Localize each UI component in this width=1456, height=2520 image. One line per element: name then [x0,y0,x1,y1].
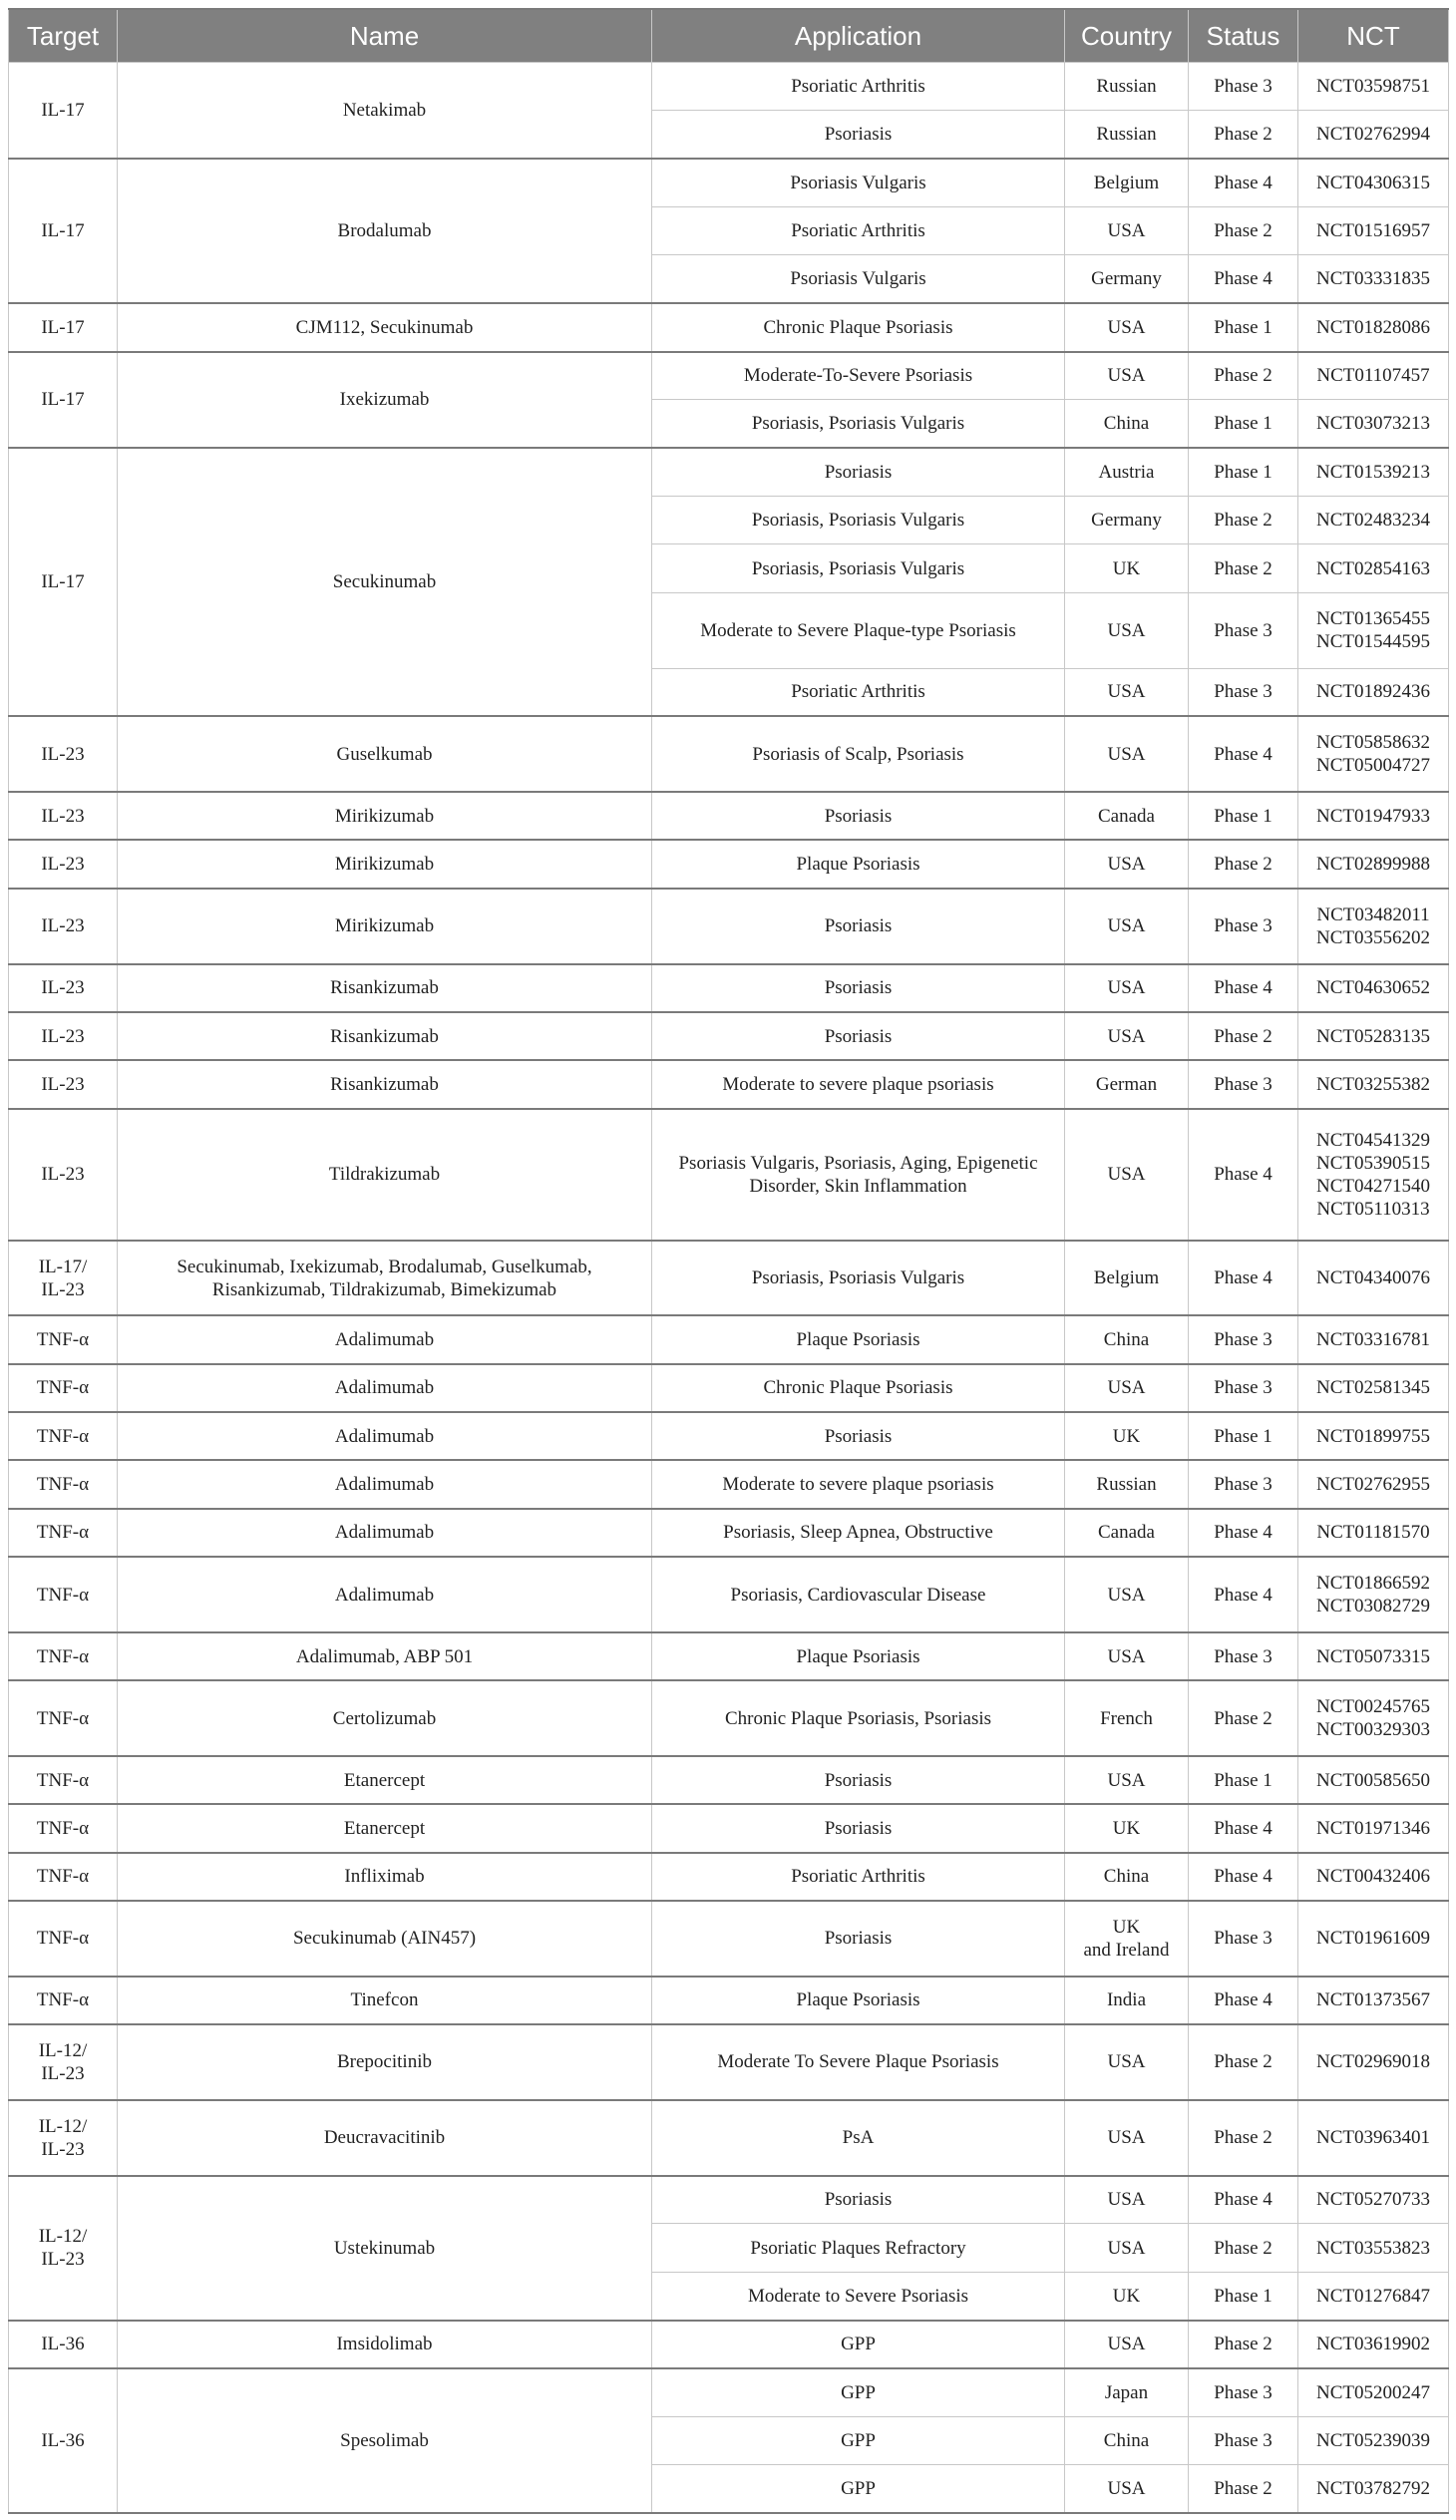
cell-name: Adalimumab [118,1364,652,1412]
table-row [9,448,1449,496]
cell-country: USA [1065,1012,1189,1060]
table-row [9,889,1449,964]
cell-nct: NCT05283135 [1298,1012,1449,1060]
table-row [9,2368,1449,2416]
cell-status: Phase 3 [1189,1632,1298,1680]
cell-name: Adalimumab [118,1557,652,1632]
cell-target: TNF-α [9,1901,118,1977]
table-row [9,1804,1449,1852]
cell-status: Phase 2 [1189,840,1298,888]
cell-nct: NCT01947933 [1298,792,1449,840]
cell-country: USA [1065,889,1189,964]
cell-nct: NCT01892436 [1298,668,1449,716]
cell-country: USA [1065,2024,1189,2100]
table-row [9,1315,1449,1363]
cell-target: IL-17/ IL-23 [9,1241,118,1316]
table-row [9,1680,1449,1756]
cell-application: Moderate to severe plaque psoriasis [652,1460,1065,1508]
cell-target: TNF-α [9,1557,118,1632]
cell-nct: NCT02854163 [1298,544,1449,592]
cell-status: Phase 2 [1189,2224,1298,2272]
cell-nct: NCT03553823 [1298,2224,1449,2272]
cell-application: GPP [652,2368,1065,2416]
cell-nct: NCT01276847 [1298,2272,1449,2320]
cell-application: Moderate to Severe Psoriasis [652,2272,1065,2320]
cell-application: Psoriasis, Psoriasis Vulgaris [652,1241,1065,1316]
cell-target: TNF-α [9,1977,118,2024]
cell-application: Psoriatic Arthritis [652,63,1065,111]
cell-country: USA [1065,303,1189,351]
cell-application: Psoriatic Plaques Refractory [652,2224,1065,2272]
cell-application: Psoriasis [652,1012,1065,1060]
cell-name: Tildrakizumab [118,1109,652,1241]
cell-nct: NCT02581345 [1298,1364,1449,1412]
cell-application: Psoriasis [652,792,1065,840]
cell-application: Psoriasis [652,964,1065,1012]
cell-nct: NCT04306315 [1298,159,1449,206]
cell-application: Plaque Psoriasis [652,1315,1065,1363]
cell-status: Phase 1 [1189,1756,1298,1804]
cell-name: Deucravacitinib [118,2100,652,2176]
cell-target: TNF-α [9,1804,118,1852]
cell-nct: NCT04541329 NCT05390515 NCT04271540 NCT05110313 [1298,1109,1449,1241]
cell-country: USA [1065,2224,1189,2272]
cell-country: Canada [1065,792,1189,840]
cell-status: Phase 3 [1189,2368,1298,2416]
cell-application: Moderate-To-Severe Psoriasis [652,352,1065,400]
cell-nct: NCT03782792 [1298,2465,1449,2513]
cell-target: IL-17 [9,63,118,160]
cell-application: Chronic Plaque Psoriasis [652,303,1065,351]
cell-status: Phase 2 [1189,1680,1298,1756]
cell-nct: NCT01866592 NCT03082729 [1298,1557,1449,1632]
table-row [9,2024,1449,2100]
table-row [9,1012,1449,1060]
table-row [9,1109,1449,1241]
cell-status: Phase 2 [1189,207,1298,255]
cell-status: Phase 1 [1189,400,1298,448]
cell-status: Phase 4 [1189,1977,1298,2024]
cell-application: Psoriatic Arthritis [652,1853,1065,1901]
cell-application: Psoriasis [652,1804,1065,1852]
cell-application: Chronic Plaque Psoriasis [652,1364,1065,1412]
cell-country: USA [1065,716,1189,792]
header-target: Target [9,9,118,63]
cell-target: IL-12/ IL-23 [9,2176,118,2321]
table-row [9,303,1449,351]
cell-nct: NCT05200247 [1298,2368,1449,2416]
header-nct: NCT [1298,9,1449,63]
cell-nct: NCT04340076 [1298,1241,1449,1316]
cell-country: India [1065,1977,1189,2024]
cell-status: Phase 2 [1189,544,1298,592]
cell-status: Phase 3 [1189,592,1298,668]
cell-country: USA [1065,964,1189,1012]
cell-country: Russian [1065,1460,1189,1508]
table-row [9,1241,1449,1316]
cell-status: Phase 2 [1189,2321,1298,2368]
cell-nct: NCT03316781 [1298,1315,1449,1363]
cell-target: IL-23 [9,964,118,1012]
cell-target: TNF-α [9,1632,118,1680]
table-row [9,352,1449,400]
table-row [9,716,1449,792]
cell-application: Psoriasis, Sleep Apnea, Obstructive [652,1509,1065,1557]
cell-country: Canada [1065,1509,1189,1557]
cell-application: Psoriasis, Cardiovascular Disease [652,1557,1065,1632]
trials-table [8,8,1449,2514]
cell-status: Phase 1 [1189,1412,1298,1460]
cell-country: USA [1065,2321,1189,2368]
cell-name: Mirikizumab [118,792,652,840]
cell-target: TNF-α [9,1412,118,1460]
cell-country: UK and Ireland [1065,1901,1189,1977]
cell-country: USA [1065,207,1189,255]
cell-nct: NCT03963401 [1298,2100,1449,2176]
cell-nct: NCT02762994 [1298,111,1449,159]
table-row [9,2176,1449,2224]
cell-status: Phase 4 [1189,1241,1298,1316]
cell-nct: NCT01107457 [1298,352,1449,400]
cell-country: USA [1065,1557,1189,1632]
cell-target: IL-23 [9,840,118,888]
table-row [9,964,1449,1012]
cell-application: Psoriasis [652,2176,1065,2224]
cell-nct: NCT00585650 [1298,1756,1449,1804]
table-row [9,1977,1449,2024]
cell-name: Mirikizumab [118,889,652,964]
cell-country: USA [1065,2465,1189,2513]
cell-application: GPP [652,2416,1065,2464]
cell-name: Spesolimab [118,2368,652,2513]
cell-status: Phase 1 [1189,448,1298,496]
cell-nct: NCT01971346 [1298,1804,1449,1852]
cell-nct: NCT04630652 [1298,964,1449,1012]
cell-application: Psoriasis, Psoriasis Vulgaris [652,497,1065,544]
header-country: Country [1065,9,1189,63]
cell-name: Netakimab [118,63,652,160]
cell-nct: NCT01373567 [1298,1977,1449,2024]
cell-country: Belgium [1065,1241,1189,1316]
cell-status: Phase 2 [1189,497,1298,544]
cell-application: Chronic Plaque Psoriasis, Psoriasis [652,1680,1065,1756]
cell-name: Brodalumab [118,159,652,303]
cell-name: Adalimumab [118,1460,652,1508]
cell-name: Secukinumab (AIN457) [118,1901,652,1977]
table-row [9,1412,1449,1460]
cell-country: Austria [1065,448,1189,496]
table-row [9,1632,1449,1680]
cell-country: Russian [1065,63,1189,111]
table-row [9,1557,1449,1632]
cell-target: IL-23 [9,1012,118,1060]
header-application: Application [652,9,1065,63]
cell-nct: NCT02483234 [1298,497,1449,544]
cell-nct: NCT01961609 [1298,1901,1449,1977]
cell-target: IL-17 [9,159,118,303]
cell-application: Psoriasis [652,111,1065,159]
cell-name: Etanercept [118,1804,652,1852]
cell-status: Phase 2 [1189,111,1298,159]
cell-country: China [1065,1315,1189,1363]
cell-status: Phase 4 [1189,1557,1298,1632]
cell-country: UK [1065,2272,1189,2320]
cell-nct: NCT01516957 [1298,207,1449,255]
cell-name: Adalimumab [118,1412,652,1460]
cell-status: Phase 3 [1189,1364,1298,1412]
cell-target: TNF-α [9,1509,118,1557]
cell-country: USA [1065,840,1189,888]
cell-country: USA [1065,2100,1189,2176]
cell-application: Moderate To Severe Plaque Psoriasis [652,2024,1065,2100]
header-row [9,9,1449,63]
cell-name: Risankizumab [118,964,652,1012]
cell-application: Psoriasis [652,889,1065,964]
table-row [9,1853,1449,1901]
cell-application: Psoriasis of Scalp, Psoriasis [652,716,1065,792]
cell-application: Psoriatic Arthritis [652,668,1065,716]
cell-status: Phase 1 [1189,792,1298,840]
cell-status: Phase 4 [1189,1804,1298,1852]
cell-status: Phase 3 [1189,2416,1298,2464]
table-row [9,1756,1449,1804]
cell-target: IL-23 [9,1109,118,1241]
cell-name: Tinefcon [118,1977,652,2024]
cell-country: French [1065,1680,1189,1756]
cell-application: Psoriasis [652,1412,1065,1460]
table-row [9,1364,1449,1412]
cell-target: IL-17 [9,303,118,351]
cell-status: Phase 4 [1189,964,1298,1012]
table-row [9,63,1449,111]
cell-target: TNF-α [9,1756,118,1804]
header-status: Status [1189,9,1298,63]
cell-nct: NCT03482011 NCT03556202 [1298,889,1449,964]
table-row [9,1060,1449,1108]
cell-name: Ustekinumab [118,2176,652,2321]
cell-status: Phase 1 [1189,2272,1298,2320]
cell-target: IL-36 [9,2368,118,2513]
table-row [9,2100,1449,2176]
cell-country: German [1065,1060,1189,1108]
cell-name: Ixekizumab [118,352,652,449]
cell-application: Plaque Psoriasis [652,1632,1065,1680]
cell-country: USA [1065,1756,1189,1804]
cell-name: CJM112, Secukinumab [118,303,652,351]
cell-country: Belgium [1065,159,1189,206]
cell-country: Germany [1065,497,1189,544]
cell-country: UK [1065,1412,1189,1460]
cell-target: IL-23 [9,792,118,840]
cell-target: IL-17 [9,352,118,449]
cell-target: IL-23 [9,1060,118,1108]
cell-nct: NCT02762955 [1298,1460,1449,1508]
cell-country: China [1065,400,1189,448]
cell-nct: NCT01539213 [1298,448,1449,496]
cell-target: IL-12/ IL-23 [9,2100,118,2176]
cell-status: Phase 1 [1189,303,1298,351]
cell-target: IL-12/ IL-23 [9,2024,118,2100]
cell-application: Moderate to severe plaque psoriasis [652,1060,1065,1108]
cell-status: Phase 2 [1189,352,1298,400]
cell-name: Brepocitinib [118,2024,652,2100]
table-row [9,792,1449,840]
cell-status: Phase 4 [1189,2176,1298,2224]
cell-target: TNF-α [9,1680,118,1756]
cell-country: China [1065,2416,1189,2464]
cell-name: Risankizumab [118,1060,652,1108]
cell-application: Psoriasis [652,1756,1065,1804]
cell-status: Phase 4 [1189,255,1298,303]
cell-status: Phase 3 [1189,1060,1298,1108]
cell-status: Phase 3 [1189,668,1298,716]
cell-nct: NCT02969018 [1298,2024,1449,2100]
cell-application: Psoriatic Arthritis [652,207,1065,255]
cell-status: Phase 3 [1189,1460,1298,1508]
trials-table-container [8,8,1448,2514]
cell-country: USA [1065,352,1189,400]
table-row [9,840,1449,888]
cell-application: Psoriasis, Psoriasis Vulgaris [652,544,1065,592]
cell-application: Plaque Psoriasis [652,1977,1065,2024]
cell-application: Psoriasis [652,448,1065,496]
cell-application: GPP [652,2321,1065,2368]
cell-country: USA [1065,668,1189,716]
cell-nct: NCT00432406 [1298,1853,1449,1901]
cell-status: Phase 2 [1189,2465,1298,2513]
cell-name: Risankizumab [118,1012,652,1060]
cell-application: GPP [652,2465,1065,2513]
cell-nct: NCT05270733 [1298,2176,1449,2224]
cell-status: Phase 4 [1189,716,1298,792]
cell-country: Germany [1065,255,1189,303]
cell-target: IL-23 [9,889,118,964]
cell-nct: NCT01899755 [1298,1412,1449,1460]
cell-country: USA [1065,592,1189,668]
cell-status: Phase 2 [1189,2100,1298,2176]
cell-status: Phase 3 [1189,889,1298,964]
cell-nct: NCT01365455 NCT01544595 [1298,592,1449,668]
cell-nct: NCT05239039 [1298,2416,1449,2464]
cell-nct: NCT05858632 NCT05004727 [1298,716,1449,792]
cell-application: Psoriasis Vulgaris, Psoriasis, Aging, Epigenetic Disorder, Skin Inflammation [652,1109,1065,1241]
cell-application: Psoriasis [652,1901,1065,1977]
cell-nct: NCT03073213 [1298,400,1449,448]
cell-application: Psoriasis Vulgaris [652,255,1065,303]
cell-nct: NCT03331835 [1298,255,1449,303]
cell-name: Certolizumab [118,1680,652,1756]
cell-target: IL-23 [9,716,118,792]
cell-nct: NCT03598751 [1298,63,1449,111]
cell-application: Psoriasis Vulgaris [652,159,1065,206]
cell-nct: NCT03255382 [1298,1060,1449,1108]
cell-name: Adalimumab [118,1315,652,1363]
cell-name: Mirikizumab [118,840,652,888]
cell-status: Phase 3 [1189,1901,1298,1977]
table-row [9,1509,1449,1557]
table-row [9,159,1449,206]
cell-status: Phase 3 [1189,1315,1298,1363]
cell-country: UK [1065,1804,1189,1852]
cell-name: Infliximab [118,1853,652,1901]
cell-name: Adalimumab [118,1509,652,1557]
cell-status: Phase 2 [1189,1012,1298,1060]
cell-status: Phase 4 [1189,1109,1298,1241]
cell-name: Guselkumab [118,716,652,792]
cell-target: TNF-α [9,1853,118,1901]
header-name: Name [118,9,652,63]
cell-target: TNF-α [9,1315,118,1363]
cell-status: Phase 3 [1189,63,1298,111]
cell-name: Adalimumab, ABP 501 [118,1632,652,1680]
cell-country: Japan [1065,2368,1189,2416]
cell-status: Phase 2 [1189,2024,1298,2100]
cell-name: Etanercept [118,1756,652,1804]
cell-target: IL-36 [9,2321,118,2368]
cell-country: USA [1065,1109,1189,1241]
cell-application: Plaque Psoriasis [652,840,1065,888]
table-row [9,2321,1449,2368]
cell-application: Psoriasis, Psoriasis Vulgaris [652,400,1065,448]
cell-country: Russian [1065,111,1189,159]
cell-name: Secukinumab, Ixekizumab, Brodalumab, Guselkumab, Risankizumab, Tildrakizumab, Bimekizumab [118,1241,652,1316]
cell-name: Secukinumab [118,448,652,716]
cell-country: USA [1065,2176,1189,2224]
cell-country: USA [1065,1364,1189,1412]
table-row [9,1460,1449,1508]
cell-status: Phase 4 [1189,159,1298,206]
table-body [9,63,1449,2513]
cell-nct: NCT05073315 [1298,1632,1449,1680]
cell-target: IL-17 [9,448,118,716]
cell-name: Imsidolimab [118,2321,652,2368]
cell-nct: NCT01181570 [1298,1509,1449,1557]
cell-nct: NCT00245765 NCT00329303 [1298,1680,1449,1756]
table-row [9,1901,1449,1977]
cell-status: Phase 4 [1189,1509,1298,1557]
cell-application: PsA [652,2100,1065,2176]
cell-target: TNF-α [9,1460,118,1508]
cell-nct: NCT03619902 [1298,2321,1449,2368]
cell-country: USA [1065,1632,1189,1680]
cell-country: UK [1065,544,1189,592]
cell-nct: NCT01828086 [1298,303,1449,351]
cell-status: Phase 4 [1189,1853,1298,1901]
cell-application: Moderate to Severe Plaque-type Psoriasis [652,592,1065,668]
cell-nct: NCT02899988 [1298,840,1449,888]
cell-target: TNF-α [9,1364,118,1412]
cell-country: China [1065,1853,1189,1901]
